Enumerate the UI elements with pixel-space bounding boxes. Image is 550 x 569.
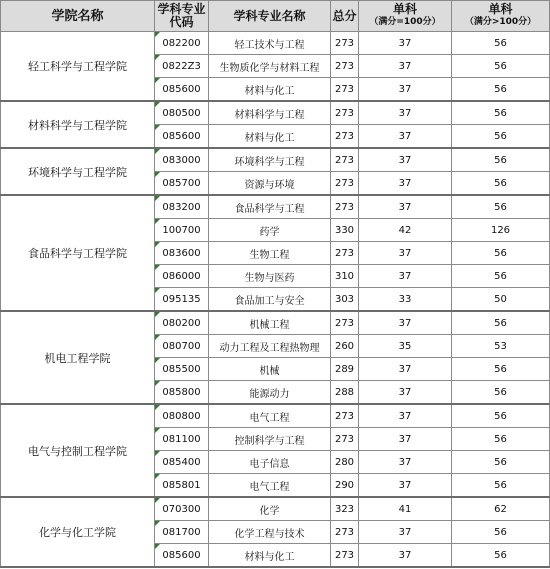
single-over100-score-cell: 56 <box>452 242 550 265</box>
code-cell: 0822Z3 <box>155 55 209 78</box>
code-cell: 085400 <box>155 451 209 474</box>
code-cell: 070300 <box>155 497 209 521</box>
total-score-cell: 310 <box>331 265 359 288</box>
single-over100-score-cell: 56 <box>452 55 550 78</box>
total-score-cell: 273 <box>331 544 359 568</box>
college-name-cell: 材料科学与工程学院 <box>1 101 155 148</box>
major-name-cell: 电气工程 <box>209 474 331 498</box>
single-over100-score-cell: 56 <box>452 474 550 498</box>
major-name-cell: 生物与医药 <box>209 265 331 288</box>
total-score-cell: 323 <box>331 497 359 521</box>
total-score-cell: 273 <box>331 404 359 428</box>
single-over100-score-cell: 56 <box>452 404 550 428</box>
single-100-score-cell: 37 <box>359 242 452 265</box>
single-over100-score-cell: 56 <box>452 521 550 544</box>
code-cell: 085801 <box>155 474 209 498</box>
major-name-cell: 材料科学与工程 <box>209 101 331 125</box>
header-code-line2: 代码 <box>169 15 194 29</box>
single-100-score-cell: 37 <box>359 521 452 544</box>
total-score-cell: 273 <box>331 428 359 451</box>
header-single-100-line2: （满分=100分） <box>369 17 441 27</box>
header-single-over100-line2: （满分>100分） <box>464 17 537 27</box>
total-score-cell: 273 <box>331 521 359 544</box>
total-score-cell: 273 <box>331 78 359 102</box>
major-name-cell: 材料与化工 <box>209 544 331 568</box>
total-score-cell: 280 <box>331 451 359 474</box>
major-name-cell: 食品科学与工程 <box>209 195 331 219</box>
code-cell: 083000 <box>155 148 209 172</box>
code-cell: 086000 <box>155 265 209 288</box>
single-over100-score-cell: 62 <box>452 497 550 521</box>
college-name-cell: 电气与控制工程学院 <box>1 404 155 497</box>
total-score-cell: 303 <box>331 288 359 312</box>
total-score-cell: 273 <box>331 172 359 196</box>
single-over100-score-cell: 56 <box>452 101 550 125</box>
code-cell: 080500 <box>155 101 209 125</box>
header-major: 学科专业名称 <box>209 1 331 32</box>
single-100-score-cell: 37 <box>359 78 452 102</box>
total-score-cell: 273 <box>331 125 359 149</box>
code-cell: 085600 <box>155 544 209 568</box>
major-name-cell: 材料与化工 <box>209 125 331 149</box>
code-cell: 095135 <box>155 288 209 312</box>
single-100-score-cell: 37 <box>359 101 452 125</box>
code-cell: 080800 <box>155 404 209 428</box>
total-score-cell: 273 <box>331 55 359 78</box>
major-name-cell: 生物质化学与材料工程 <box>209 55 331 78</box>
total-score-cell: 273 <box>331 32 359 55</box>
code-cell: 083600 <box>155 242 209 265</box>
code-cell: 081100 <box>155 428 209 451</box>
single-over100-score-cell: 56 <box>452 428 550 451</box>
code-cell: 085600 <box>155 78 209 102</box>
major-name-cell: 资源与环境 <box>209 172 331 196</box>
single-over100-score-cell: 56 <box>452 381 550 405</box>
major-name-cell: 食品加工与安全 <box>209 288 331 312</box>
header-single-100-line1: 单科 <box>392 2 417 16</box>
single-over100-score-cell: 126 <box>452 219 550 242</box>
single-over100-score-cell: 56 <box>452 78 550 102</box>
major-name-cell: 生物工程 <box>209 242 331 265</box>
header-single-over100-line1: 单科 <box>488 2 513 16</box>
single-over100-score-cell: 56 <box>452 125 550 149</box>
table-row <box>1 404 550 428</box>
single-over100-score-cell: 56 <box>452 32 550 55</box>
single-over100-score-cell: 50 <box>452 288 550 312</box>
code-cell: 085700 <box>155 172 209 196</box>
total-score-cell: 273 <box>331 101 359 125</box>
major-name-cell: 化学工程与技术 <box>209 521 331 544</box>
major-name-cell: 化学 <box>209 497 331 521</box>
major-name-cell: 药学 <box>209 219 331 242</box>
single-100-score-cell: 37 <box>359 404 452 428</box>
college-name-cell: 化学与化工学院 <box>1 497 155 567</box>
single-over100-score-cell: 56 <box>452 195 550 219</box>
college-name-cell: 轻工科学与工程学院 <box>1 32 155 102</box>
total-score-cell: 330 <box>331 219 359 242</box>
single-over100-score-cell: 56 <box>452 148 550 172</box>
code-cell: 083200 <box>155 195 209 219</box>
major-name-cell: 能源动力 <box>209 381 331 405</box>
single-over100-score-cell: 56 <box>452 451 550 474</box>
single-100-score-cell: 42 <box>359 219 452 242</box>
college-name-cell: 机电工程学院 <box>1 311 155 404</box>
major-name-cell: 轻工技术与工程 <box>209 32 331 55</box>
code-cell: 080700 <box>155 335 209 358</box>
single-100-score-cell: 37 <box>359 451 452 474</box>
single-100-score-cell: 37 <box>359 474 452 498</box>
total-score-cell: 273 <box>331 311 359 335</box>
single-100-score-cell: 37 <box>359 125 452 149</box>
college-name-cell: 食品科学与工程学院 <box>1 195 155 311</box>
code-cell: 082200 <box>155 32 209 55</box>
major-name-cell: 环境科学与工程 <box>209 148 331 172</box>
table-row <box>1 497 550 521</box>
header-single-100 <box>359 1 452 32</box>
single-100-score-cell: 37 <box>359 381 452 405</box>
header-code-line1: 学科专业 <box>157 2 206 16</box>
major-name-cell: 机械 <box>209 358 331 381</box>
major-name-cell: 电气工程 <box>209 404 331 428</box>
code-cell: 080200 <box>155 311 209 335</box>
single-over100-score-cell: 56 <box>452 358 550 381</box>
single-100-score-cell: 33 <box>359 288 452 312</box>
major-name-cell: 控制科学与工程 <box>209 428 331 451</box>
single-100-score-cell: 37 <box>359 55 452 78</box>
table-row <box>1 311 550 335</box>
header-single-over100 <box>452 1 550 32</box>
single-over100-score-cell: 56 <box>452 544 550 568</box>
single-100-score-cell: 37 <box>359 311 452 335</box>
single-100-score-cell: 37 <box>359 148 452 172</box>
total-score-cell: 289 <box>331 358 359 381</box>
major-name-cell: 机械工程 <box>209 311 331 335</box>
single-100-score-cell: 41 <box>359 497 452 521</box>
single-100-score-cell: 37 <box>359 195 452 219</box>
single-100-score-cell: 37 <box>359 428 452 451</box>
header-code <box>155 1 209 32</box>
major-name-cell: 电子信息 <box>209 451 331 474</box>
code-cell: 100700 <box>155 219 209 242</box>
single-100-score-cell: 37 <box>359 172 452 196</box>
major-name-cell: 动力工程及工程热物理 <box>209 335 331 358</box>
table-row <box>1 101 550 125</box>
single-over100-score-cell: 53 <box>452 335 550 358</box>
single-100-score-cell: 37 <box>359 358 452 381</box>
table-body <box>1 32 550 568</box>
code-cell: 085600 <box>155 125 209 149</box>
single-over100-score-cell: 56 <box>452 311 550 335</box>
single-100-score-cell: 37 <box>359 32 452 55</box>
single-over100-score-cell: 56 <box>452 172 550 196</box>
table-header-row <box>1 1 550 32</box>
college-name-cell: 环境科学与工程学院 <box>1 148 155 195</box>
code-cell: 085800 <box>155 381 209 405</box>
single-100-score-cell: 35 <box>359 335 452 358</box>
header-total: 总分 <box>331 1 359 32</box>
single-100-score-cell: 37 <box>359 544 452 568</box>
total-score-cell: 273 <box>331 148 359 172</box>
total-score-cell: 273 <box>331 195 359 219</box>
total-score-cell: 290 <box>331 474 359 498</box>
major-name-cell: 材料与化工 <box>209 78 331 102</box>
table-row <box>1 32 550 55</box>
code-cell: 085500 <box>155 358 209 381</box>
total-score-cell: 288 <box>331 381 359 405</box>
single-over100-score-cell: 56 <box>452 265 550 288</box>
single-100-score-cell: 37 <box>359 265 452 288</box>
code-cell: 081700 <box>155 521 209 544</box>
total-score-cell: 273 <box>331 242 359 265</box>
table-row <box>1 148 550 172</box>
table-row <box>1 195 550 219</box>
header-college: 学院名称 <box>1 1 155 32</box>
total-score-cell: 260 <box>331 335 359 358</box>
